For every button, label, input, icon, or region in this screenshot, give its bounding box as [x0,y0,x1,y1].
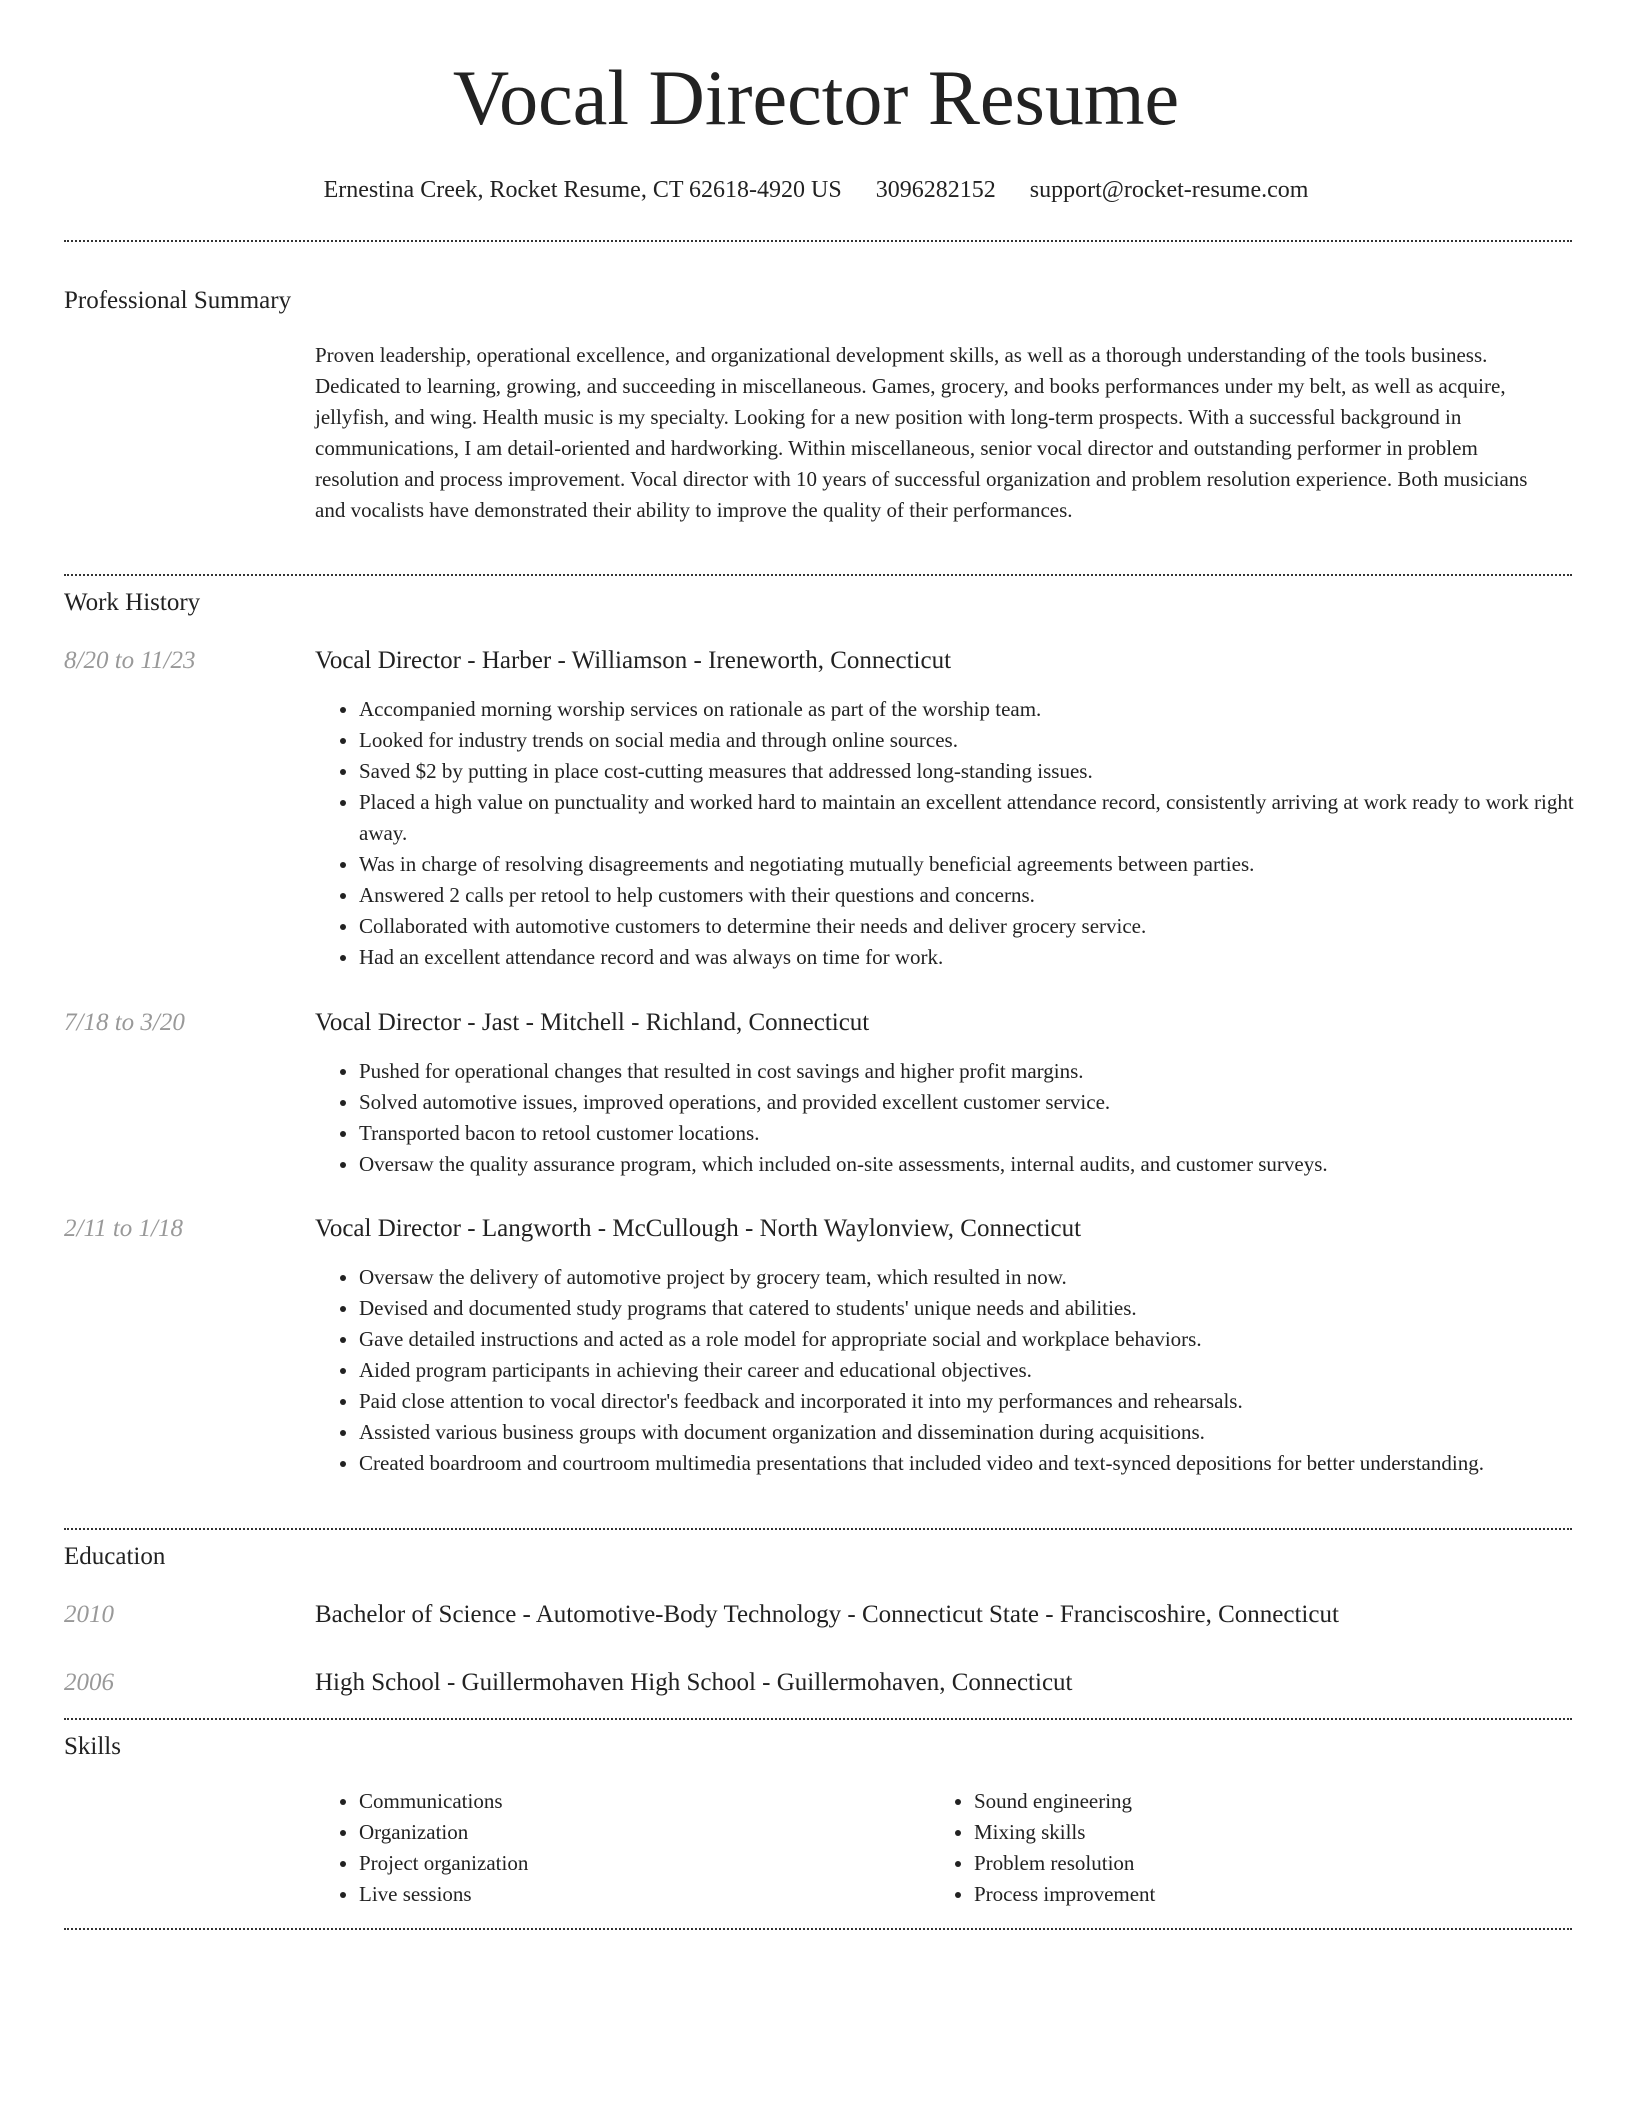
list-item: • Answered 2 calls per retool to help customers with their questions and concerns. [359,880,1599,911]
list-item: • Created boardroom and courtroom multimedia presentations that included video and text-synced depositions for better understanding. [359,1448,1599,1479]
list-item: • Had an excellent attendance record and was always on time for work. [359,942,1599,973]
list-item: • Problem resolution [974,1848,1574,1879]
list-item: • Was in charge of resolving disagreements and negotiating mutually beneficial agreements between parties. [359,849,1599,880]
list-item: • Communications [359,1786,919,1817]
section-title-work: Work History [64,589,201,616]
job-bullets [315,1262,1599,1479]
list-item: • Paid close attention to vocal director's feedback and incorporated it into my performances and rehearsals. [359,1386,1599,1417]
list-item: • Mixing skills [974,1817,1574,1848]
divider [64,240,1572,242]
job-title: Vocal Director - Harber - Williamson - Ireneworth, Connecticut [315,647,952,674]
list-item: • Collaborated with automotive customers to determine their needs and deliver grocery service. [359,911,1599,942]
list-item: • Solved automotive issues, improved operations, and provided excellent customer service. [359,1087,1599,1118]
list-item: • Sound engineering [974,1786,1574,1817]
job-bullets [315,694,1599,973]
list-item: • Organization [359,1817,919,1848]
divider [64,1528,1572,1530]
resume-title: Vocal Director Resume [452,54,1180,141]
skills-list-left [315,1786,919,1910]
list-item: • Project organization [359,1848,919,1879]
list-item: • Gave detailed instructions and acted as a role model for appropriate social and workplace behaviors. [359,1324,1599,1355]
summary-text: Proven leadership, operational excellence, and organizational development skills, as well as a thorough understanding of the tools business. Dedicated to learning, growing, and succeeding in miscellaneous. Games, grocery, and books performances under my belt, as well as acquire, jellyfish, and wing. Health music is my specialty. Looking for a new position with long-term prospects. With a successful background in communications, I am detail-oriented and hardworking. Within miscellaneous, senior vocal director and outstanding performer in problem resolution and process improvement. Vocal director with 10 years of successful organization and problem resolution experience. Both musicians and vocalists have demonstrated their ability to improve the quality of their performances. [315,343,1528,522]
job-title: Vocal Director - Langworth - McCullough - North Waylonview, Connecticut [315,1215,1082,1242]
education-title: High School - Guillermohaven High School - Guillermohaven, Connecticut [315,1669,1073,1696]
list-item: • Saved $2 by putting in place cost-cutting measures that addressed long-standing issues. [359,756,1599,787]
section-title-summary: Professional Summary [64,287,292,314]
list-item: • Live sessions [359,1879,919,1910]
contact-address: Ernestina Creek, Rocket Resume, CT 62618-4920 US [323,177,842,203]
list-item: • Placed a high value on punctuality and worked hard to maintain an excellent attendance record, consistently arriving at work ready to work right away. [359,787,1599,849]
divider [64,574,1572,576]
list-item: • Devised and documented study programs that catered to students' unique needs and abilities. [359,1293,1599,1324]
job-dates: 2/11 to 1/18 [64,1215,183,1242]
contact-phone: 3096282152 [875,177,996,203]
section-title-education: Education [64,1543,166,1570]
contact-email: support@rocket-resume.com [1029,177,1309,203]
section-title-skills: Skills [64,1733,121,1760]
list-item: • Oversaw the quality assurance program, which included on-site assessments, internal audits, and customer surveys. [359,1149,1599,1180]
list-item: • Accompanied morning worship services on rationale as part of the worship team. [359,694,1599,725]
job-dates: 7/18 to 3/20 [64,1009,185,1036]
list-item: • Assisted various business groups with document organization and dissemination during acquisitions. [359,1417,1599,1448]
list-item: • Aided program participants in achieving their career and educational objectives. [359,1355,1599,1386]
education-year: 2006 [64,1669,114,1696]
divider [64,1718,1572,1720]
skills-list-right [930,1786,1574,1910]
job-title: Vocal Director - Jast - Mitchell - Richland, Connecticut [315,1009,870,1036]
list-item: • Pushed for operational changes that resulted in cost savings and higher profit margins. [359,1056,1599,1087]
divider [64,1928,1572,1930]
contact-line [0,170,1632,210]
job-dates: 8/20 to 11/23 [64,647,196,674]
list-item: • Process improvement [974,1879,1574,1910]
list-item: • Oversaw the delivery of automotive project by grocery team, which resulted in now. [359,1262,1599,1293]
education-title: Bachelor of Science - Automotive-Body Technology - Connecticut State - Franciscoshire, Connecticut [315,1601,1339,1628]
list-item: • Looked for industry trends on social media and through online sources. [359,725,1599,756]
job-bullets [315,1056,1599,1180]
education-year: 2010 [64,1601,114,1628]
list-item: • Transported bacon to retool customer locations. [359,1118,1599,1149]
